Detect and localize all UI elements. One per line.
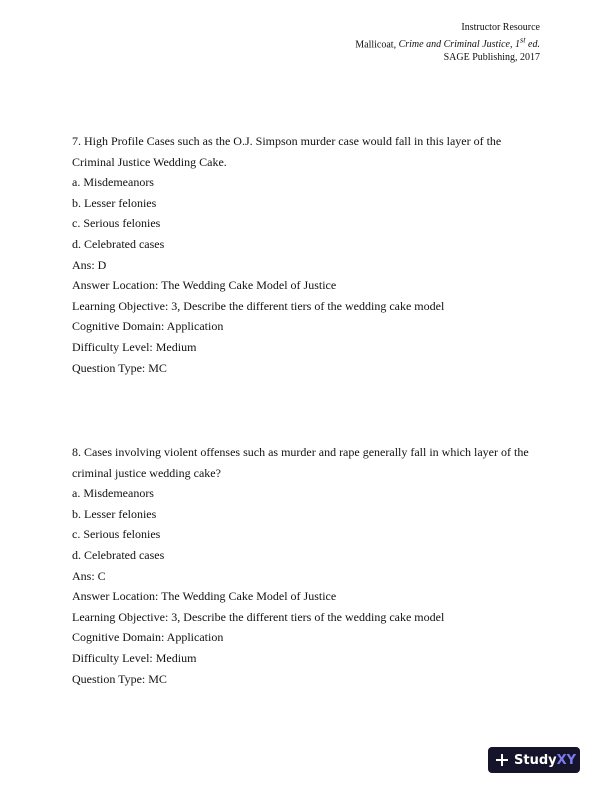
page-header (355, 21, 540, 64)
answer: Ans: C (72, 568, 106, 583)
question-type: Question Type: MC (72, 360, 167, 375)
answer-location: Answer Location: The Wedding Cake Model of Justice (72, 589, 337, 604)
option-b: b. Lesser felonies (72, 195, 157, 210)
option-b: b. Lesser felonies (72, 506, 157, 521)
badge-word-xy: XY (556, 752, 577, 768)
plus-icon (496, 754, 508, 766)
difficulty-level: Difficulty Level: Medium (72, 339, 197, 354)
option-a: a. Misdemeanors (72, 175, 154, 190)
book-title: Crime and Criminal Justice, 1st ed. (398, 36, 540, 51)
badge-word-study: Study (514, 752, 557, 768)
question-stem: 7. High Profile Cases such as the O.J. Simpson murder case would fall in this layer of the Criminal Justice Wedding Cake. (72, 134, 502, 169)
option-c: c. Serious felonies (72, 527, 161, 542)
question-stem: 8. Cases involving violent offenses such as murder and rape generally fall in which layer of the criminal justice wedding cake? (72, 445, 529, 480)
option-c: c. Serious felonies (72, 216, 161, 231)
learning-objective: Learning Objective: 3, Describe the different tiers of the wedding cake model (72, 609, 445, 624)
question-8 (72, 442, 542, 689)
answer: Ans: D (72, 257, 107, 272)
learning-objective: Learning Objective: 3, Describe the different tiers of the wedding cake model (72, 298, 445, 313)
option-d: d. Celebrated cases (72, 236, 165, 251)
studyxy-badge[interactable] (488, 747, 580, 773)
header-publisher: SAGE Publishing, 2017 (443, 52, 540, 64)
cognitive-domain: Cognitive Domain: Application (72, 630, 224, 645)
header-citation: Mallicoat, Crime and Criminal Justice, 1st ed. (355, 36, 540, 51)
difficulty-level: Difficulty Level: Medium (72, 650, 197, 665)
question-type: Question Type: MC (72, 671, 167, 686)
cognitive-domain: Cognitive Domain: Application (72, 319, 224, 334)
answer-location: Answer Location: The Wedding Cake Model of Justice (72, 278, 337, 293)
option-d: d. Celebrated cases (72, 547, 165, 562)
option-a: a. Misdemeanors (72, 486, 154, 501)
question-7 (72, 131, 542, 378)
header-resource: Instructor Resource (461, 22, 540, 33)
